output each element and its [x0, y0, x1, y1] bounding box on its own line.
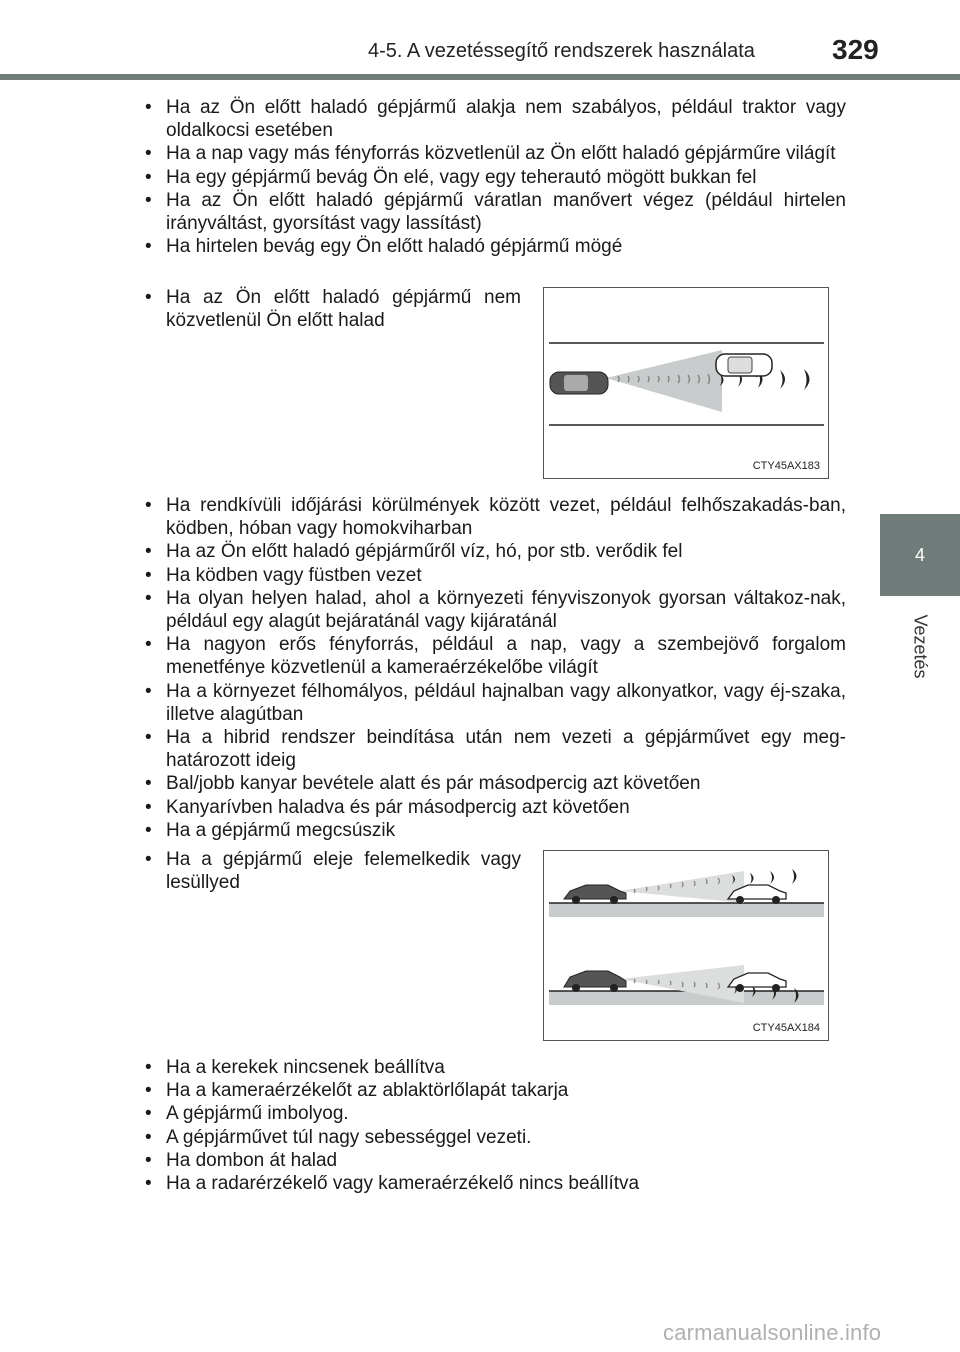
list-item: • Ha olyan helyen halad, ahol a környezeti fényviszonyok gyorsan váltakoz-nak, például egy alagút bejáratánál vagy kijáratánál [143, 587, 846, 633]
list-item: • Ha a gépjármű megcsúszik [143, 819, 846, 842]
list-item: • Ha egy gépjármű bevág Ön elé, vagy egy teherautó mögött bukkan fel [143, 166, 846, 189]
radar-pitch-vehicle-illustration [544, 851, 828, 1040]
chapter-label-text: Vezetés [910, 613, 931, 679]
section-title: 4-5. A vezetéssegítő rendszerek használata [368, 40, 755, 62]
bullet-list-figure-1 [143, 286, 521, 332]
figure-code: CTY45AX184 [752, 1022, 820, 1034]
own-vehicle [564, 885, 626, 904]
list-item: • Ha a radarérzékelő vagy kameraérzékelő nincs beállítva [143, 1172, 846, 1195]
own-vehicle [550, 372, 608, 394]
list-item: • Ha az Ön előtt haladó gépjármű nem közvetlenül Ön előtt halad [143, 286, 521, 332]
list-item: • Ha a hibrid rendszer beindítása után nem vezeti a gépjárművet egy meg-határozott ideig [143, 726, 846, 772]
list-item: • Ha a gépjármű eleje felemelkedik vagy lesüllyed [143, 848, 521, 894]
figure-vehicle-pitch [543, 850, 829, 1041]
page-number: 329 [832, 34, 879, 65]
header-rule [0, 74, 960, 80]
list-item: • Ha a nap vagy más fényforrás közvetlenül az Ön előtt haladó gépjárműre világít [143, 142, 846, 165]
watermark: carmanualsonline.info [663, 1320, 882, 1345]
list-item: • Ha rendkívüli időjárási körülmények között vezet, például felhőszakadás-ban, ködben, hóban vagy homokviharban [143, 494, 846, 540]
list-item: • Ha nagyon erős fényforrás, például a nap, vagy a szembejövő forgalom menetfénye közvetlenül a kameraérzékelőbe világít [143, 633, 846, 679]
figure-offset-vehicle [543, 287, 829, 479]
bullet-list-top [143, 96, 846, 258]
list-item: • Kanyarívben haladva és pár másodpercig azt követően [143, 796, 846, 819]
bullet-list-figure-2 [143, 848, 521, 894]
list-item: • Ha az Ön előtt haladó gépjármű váratlan manővert végez (például hirtelen irányváltást, gyorsítást vagy lassítást) [143, 189, 846, 235]
list-item: • Ha az Ön előtt haladó gépjármű alakja nem szabályos, például traktor vagy oldalkocsi esetében [143, 96, 846, 142]
own-vehicle-pitched [564, 971, 626, 992]
radar-offset-vehicle-illustration [544, 288, 828, 478]
chapter-tab: 4 [880, 514, 960, 596]
list-item: • Ha a kameraérzékelőt az ablaktörlőlapát takarja [143, 1079, 846, 1102]
list-item: • A gépjármű imbolyog. [143, 1102, 846, 1125]
bullet-list-bottom [143, 1056, 846, 1195]
list-item: • Bal/jobb kanyar bevétele alatt és pár másodpercig azt követően [143, 772, 846, 795]
bullet-list-middle [143, 494, 846, 842]
preceding-vehicle [716, 354, 772, 376]
list-item: • Ha a kerekek nincsenek beállítva [143, 1056, 846, 1079]
list-item: • A gépjárművet túl nagy sebességgel vezeti. [143, 1126, 846, 1149]
list-item: • Ha dombon át halad [143, 1149, 846, 1172]
chapter-label [880, 596, 960, 696]
list-item: • Ha a környezet félhomályos, például hajnalban vagy alkonyatkor, vagy éj-szaka, illetve alagútban [143, 680, 846, 726]
list-item: • Ha hirtelen bevág egy Ön előtt haladó gépjármű mögé [143, 235, 846, 258]
figure-code: CTY45AX183 [752, 460, 820, 472]
list-item: • Ha az Ön előtt haladó gépjárműről víz, hó, por stb. verődik fel [143, 540, 846, 563]
list-item: • Ha ködben vagy füstben vezet [143, 564, 846, 587]
